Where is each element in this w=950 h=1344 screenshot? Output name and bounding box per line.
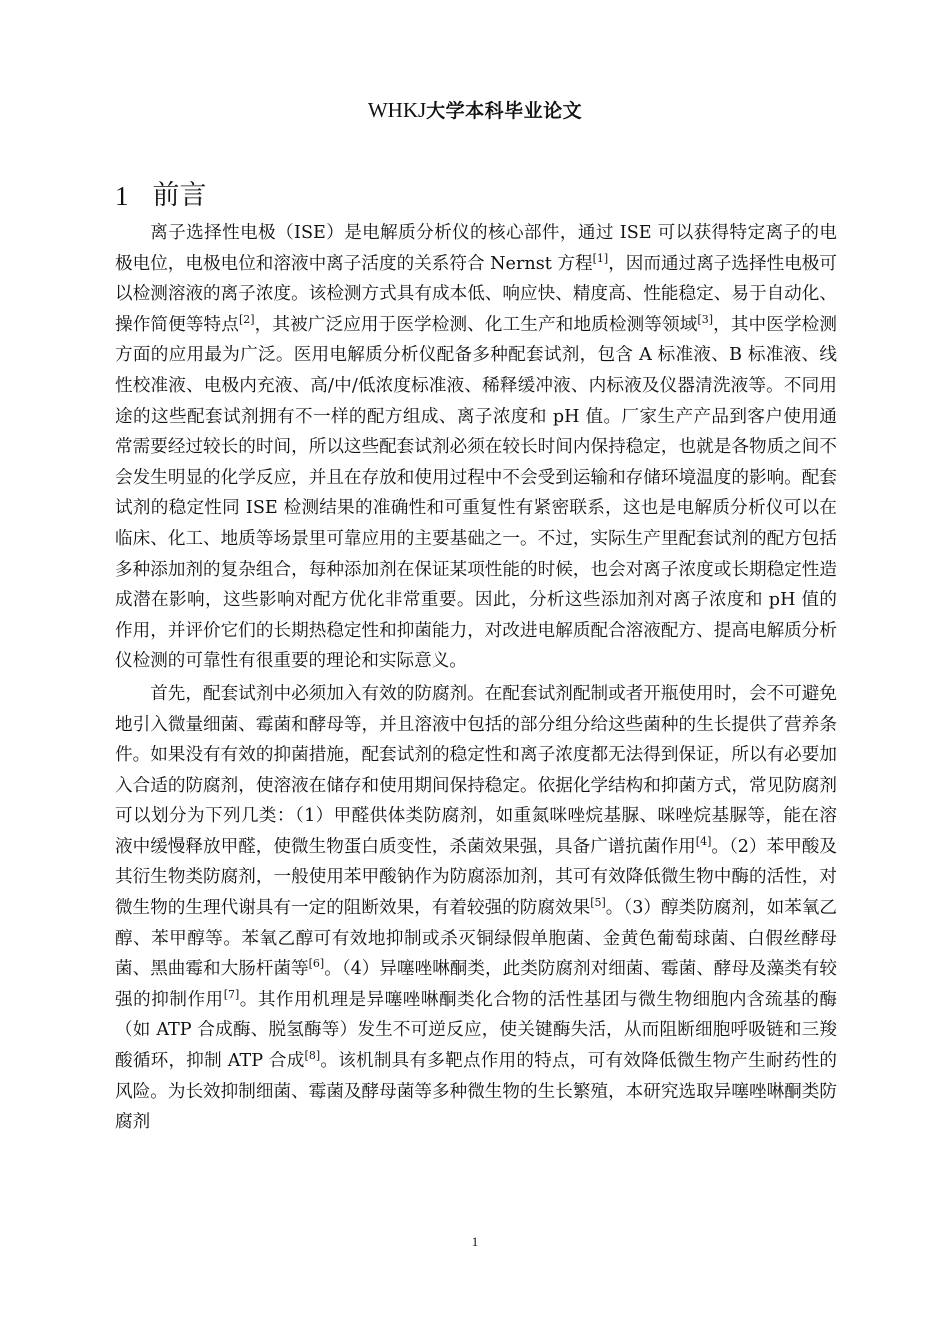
header-abbreviation: WHKJ xyxy=(367,98,427,122)
citation-marker: [7] xyxy=(223,987,240,1001)
citation-marker: [8] xyxy=(304,1049,321,1063)
section-title: 前言 xyxy=(152,180,207,211)
section-number: 1 xyxy=(115,181,129,211)
citation-marker: [2] xyxy=(238,312,255,326)
paragraph-1: 离子选择性电极（ISE）是电解质分析仪的核心部件，通过 ISE 可以获得特定离子的电极电位，电极电位和溶液中离子活度的关系符合 Nernst 方程[1]，因而通过离子选择性电极可以检测溶液的离子浓度。该检测方式具有成本低、响应快、精度高、性能稳定、易于自动化、操作简便等特点[2]，其被广泛应用于医学检测、化工生产和地质检测等领域[3]，其中医学检测方面的应用最为广泛。医用电解质分析仪配备多种配套试剂，包含 A 标准液、B 标准液、线性校准液、电极内充液、高/中/低浓度标准液、稀释缓冲液、内标液及仪器清洗液等。不同用途的这些配套试剂拥有不一样的配方组成、离子浓度和 pH 值。厂家生产产品到客户使用通常需要经过较长的时间，所以这些配套试剂必须在较长时间内保持稳定，也就是各物质之间不会发生明显的化学反应，并且在存放和使用过程中不会受到运输和存储环境温度的影响。配套试剂的稳定性同 ISE 检测结果的准确性和可重复性有紧密联系，这也是电解质分析仪可以在临床、化工、地质等场景里可靠应用的主要基础之一。不过，实际生产里配套试剂的配方包括多种添加剂的复杂组合，每种添加剂在保证某项性能的时候，也会对离子浓度或长期稳定性造成潜在影响，这些影响对配方优化非常重要。因此，分析这些添加剂对离子浓度和 pH 值的作用，并评价它们的长期热稳定性和抑菌能力，对改进电解质配合溶液配方、提高电解质分析仪检测的可靠性有很重要的理论和实际意义。 xyxy=(115,223,837,672)
citation-marker: [1] xyxy=(592,251,609,265)
citation-marker: [3] xyxy=(697,312,713,326)
citation-marker: [4] xyxy=(695,835,712,849)
header-title: 大学本科毕业论文 xyxy=(426,100,583,122)
body-text xyxy=(115,218,837,1140)
section-heading xyxy=(115,176,207,216)
page-number: 1 xyxy=(471,1234,479,1249)
citation-marker: [6] xyxy=(308,957,325,971)
running-header xyxy=(0,96,950,123)
citation-marker: [5] xyxy=(590,896,606,910)
paragraph-2: 首先，配套试剂中必须加入有效的防腐剂。在配套试剂配制或者开瓶使用时，会不可避免地引入微量细菌、霉菌和酵母等，并且溶液中包括的部分组分给这些菌种的生长提供了营养条件。如果没有有效的抑菌措施，配套试剂的稳定性和离子浓度都无法得到保证，所以有必要加入合适的防腐剂，使溶液在储存和使用期间保持稳定。依据化学结构和抑菌方式，常见防腐剂可以划分为下列几类：（1）甲醛供体类防腐剂，如重氮咪唑烷基脲、咪唑烷基脲等，能在溶液中缓慢释放甲醛，使微生物蛋白质变性，杀菌效果强，具备广谱抗菌作用[4]。（2）苯甲酸及其衍生物类防腐剂，一般使用苯甲酸钠作为防腐添加剂，其可有效降低微生物中酶的活性，对微生物的生理代谢具有一定的阻断效果，有着较强的防腐效果[5]。（3）醇类防腐剂，如苯氧乙醇、苯甲醇等。苯氧乙醇可有效地抑制或杀灭铜绿假单胞菌、金黄色葡萄球菌、白假丝酵母菌、黑曲霉和大肠杆菌等[6]。（4）异噻唑啉酮类，此类防腐剂对细菌、霉菌、酵母及藻类有较强的抑制作用[7]。其作用机理是异噻唑啉酮类化合物的活性基团与微生物细胞内含巯基的酶（如 ATP 合成酶、脱氢酶等）发生不可逆反应，使关键酶失活，从而阻断细胞呼吸链和三羧酸循环，抑制 ATP 合成[8]。该机制具有多靶点作用的特点，可有效降低微生物产生耐药性的风险。为长效抑制细菌、霉菌及酵母菌等多种微生物的生长繁殖，本研究选取异噻唑啉酮类防腐剂 xyxy=(115,683,837,1133)
